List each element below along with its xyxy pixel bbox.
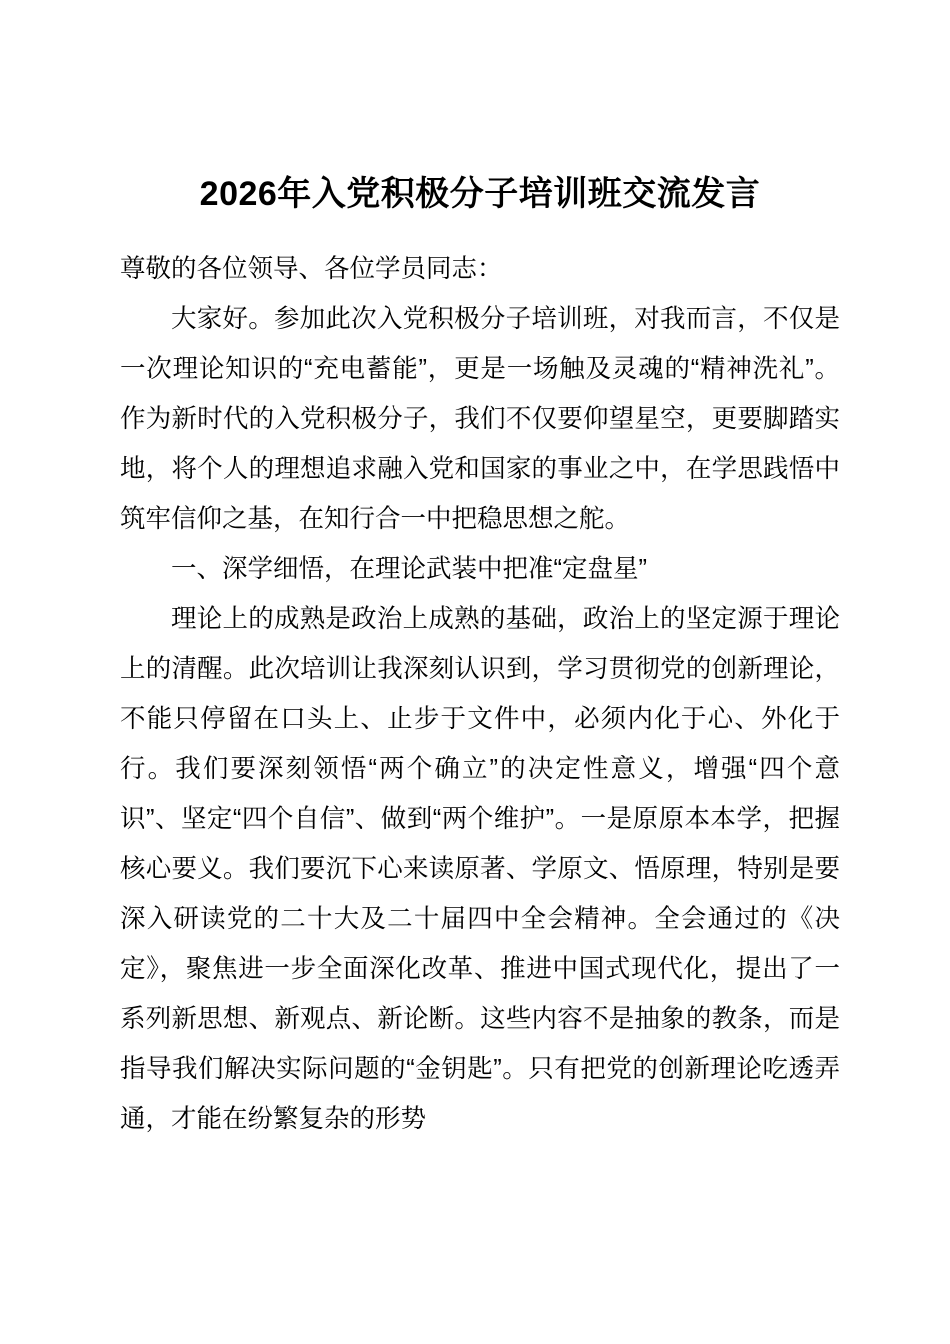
paragraph-opening: 大家好。参加此次入党积极分子培训班，对我而言，不仅是一次理论知识的“充电蓄能”，更是一场触及灵魂的“精神洗礼”。作为新时代的入党积极分子，我们不仅要仰望星空，更要脚踏实地，将个人的理想追求融入党和国家的事业之中，在学思践悟中筑牢信仰之基，在知行合一中把稳思想之舵。 <box>120 305 840 533</box>
salutation-line: 尊敬的各位领导、各位学员同志： <box>120 255 503 283</box>
section-heading-one: 一、深学细悟，在理论武装中把准“定盘星” <box>171 555 647 583</box>
paragraph-section-one-body: 理论上的成熟是政治上成熟的基础，政治上的坚定源于理论上的清醒。此次培训让我深刻认识到，学习贯彻党的创新理论，不能只停留在口头上、止步于文件中，必须内化于心、外化于行。我们要深刻领悟“两个确立”的决定性意义，增强“四个意识”、坚定“四个自信”、做到“两个维护”。一是原原本本学，把握核心要义。我们要沉下心来读原著、学原文、悟原理，特别是要深入研读党的二十大及二十届四中全会精神。全会通过的《决定》，聚焦进一步全面深化改革、推进中国式现代化，提出了一系列新思想、新观点、新论断。这些内容不是抽象的教条，而是指导我们解决实际问题的“金钥匙”。只有把党的创新理论吃透弄通，才能在纷繁复杂的形势 <box>120 605 840 1133</box>
page-content <box>120 0 840 1144</box>
page-title: 2026年入党积极分子培训班交流发言 <box>199 175 761 213</box>
